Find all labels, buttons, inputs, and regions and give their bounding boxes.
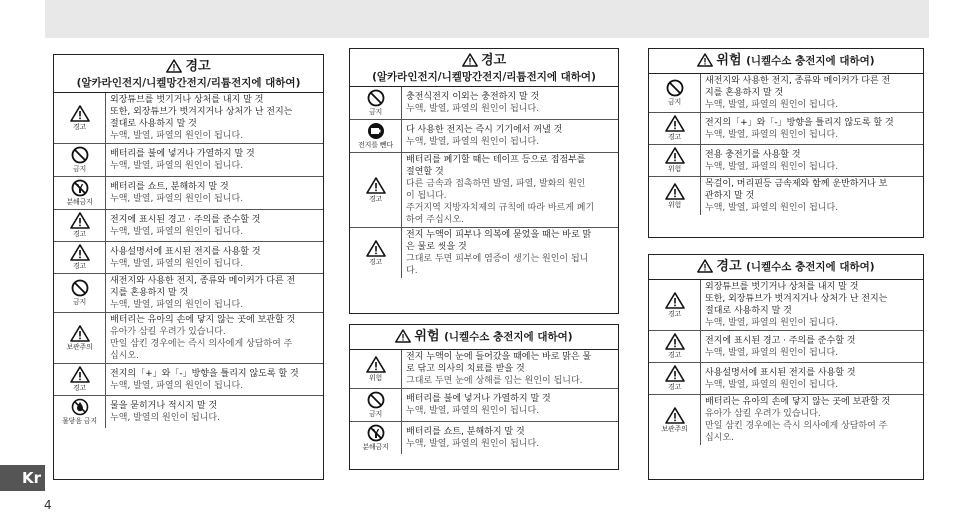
panel-rows	[54, 93, 323, 428]
instruction-line: 전지에 표시된 경고 · 주의를 준수할 것	[705, 335, 856, 346]
no-disassemble-icon	[71, 179, 89, 197]
instruction-line: 절대로 사용하지 말 것	[110, 119, 197, 129]
instruction-line: 절대로 사용하지 말 것	[705, 306, 792, 316]
row-text	[701, 363, 923, 394]
panel-subtitle: (니켈수소 충전지에 대하여)	[746, 261, 875, 273]
panel-nimh-warning	[648, 254, 924, 480]
icon-label: 물닿음 금지	[62, 417, 97, 425]
consequence-line: 누액, 발열, 파열의 원인이 됩니다.	[705, 129, 839, 140]
consequence-line: 하여 주십시오.	[406, 215, 464, 225]
row-text	[701, 113, 923, 144]
consequence-line: 누액, 발열, 파열의 원인이 됩니다.	[110, 194, 244, 204]
warning-row	[350, 350, 618, 389]
consequence-line: 십시오.	[110, 351, 139, 361]
instruction-line: 사용설명서에 표시된 전지를 사용할 것	[110, 246, 261, 257]
row-text	[701, 74, 923, 112]
instruction-line: 배터리를 쇼트, 분해하지 말 것	[110, 182, 229, 192]
instruction-line: 배터리는 유아의 손에 닿지 않는 곳에 보관할 것	[110, 315, 296, 325]
consequence-line: 누액, 발열의 원인이 됩니다.	[110, 413, 220, 423]
icon-cell	[649, 74, 701, 112]
consequence-line: 누액, 발열, 파열의 원인이 됩니다.	[110, 300, 244, 310]
panel-rows	[350, 350, 618, 454]
instruction-line: 전지의「+」와「-」방향을 틀리지 않도록 할 것	[705, 117, 894, 128]
warning-icon	[665, 333, 685, 350]
icon-cell	[54, 274, 106, 312]
prohibit-icon	[71, 279, 89, 297]
caution-storage-icon	[665, 407, 685, 424]
warning-row	[54, 396, 323, 428]
icon-label: 전지를 뺀다	[358, 141, 393, 149]
warning-row	[54, 177, 323, 210]
row-text	[106, 177, 323, 209]
panel-header	[54, 55, 323, 93]
icon-cell	[350, 422, 402, 454]
remove-battery-icon	[367, 122, 385, 140]
warning-icon	[395, 329, 414, 344]
row-text	[701, 331, 923, 362]
consequence-line: 누액, 발열, 파열의 원인이 됩니다.	[705, 318, 839, 328]
instruction-line: 다 사용한 전지는 즉시 기기에서 꺼낼 것	[406, 125, 563, 135]
icon-label: 금지	[72, 165, 87, 173]
warning-icon	[697, 53, 716, 68]
warning-row	[54, 93, 323, 144]
icon-cell	[54, 93, 106, 143]
icon-cell	[649, 331, 701, 362]
panel-title: 위험	[414, 329, 440, 344]
warning-icon	[366, 240, 386, 257]
warning-icon	[665, 115, 685, 132]
instruction-line: 전용 충전기를 사용할 것	[705, 149, 801, 160]
icon-label: 경고	[72, 262, 87, 270]
consequence-line: 유아가 삼킬 우려가 있습니다.	[705, 409, 821, 419]
warning-icon	[665, 365, 685, 382]
prohibit-icon	[71, 146, 89, 164]
warning-icon	[697, 259, 716, 274]
row-text	[402, 120, 618, 152]
panel-subtitle: (니켈수소 충전지에 대하여)	[746, 55, 875, 67]
panel-alkaline-warning-1	[53, 54, 324, 480]
panel-subtitle: (니켈수소 충전지에 대하여)	[444, 331, 573, 343]
warning-row	[54, 242, 323, 274]
icon-label: 분해금지	[66, 198, 93, 206]
warning-row	[350, 153, 618, 228]
warning-row	[350, 87, 618, 120]
icon-cell	[54, 210, 106, 241]
consequence-line: 만일 삼킨 경우에는 즉시 의사에게 상담하여 주	[110, 339, 293, 349]
instruction-line: 전지에 표시된 경고 · 주의를 준수할 것	[110, 214, 261, 225]
icon-cell	[350, 153, 402, 227]
panel-title: 경고	[716, 259, 742, 274]
prohibit-icon	[666, 79, 684, 97]
warning-icon	[70, 366, 90, 383]
panel-nimh-danger-1	[349, 324, 619, 470]
panel-rows	[350, 87, 618, 278]
row-text	[106, 274, 323, 312]
prohibit-icon	[367, 391, 385, 409]
consequence-line: 누액, 발열, 파열의 원인이 됩니다.	[406, 137, 540, 147]
instruction-line: 배터리는 유아의 손에 닿지 않는 곳에 보관할 것	[705, 397, 891, 407]
warning-row	[649, 363, 923, 395]
warning-row	[54, 364, 323, 396]
icon-label: 경고	[72, 384, 87, 392]
icon-cell	[54, 144, 106, 176]
row-text	[106, 210, 323, 241]
instruction-line: 절연할 것	[406, 167, 444, 177]
row-text	[701, 145, 923, 176]
panel-title: 경고	[480, 53, 507, 68]
consequence-line: 누액, 발열, 파열의 원인이 됩니다.	[110, 161, 244, 171]
instruction-line: 관하지 말 것	[705, 191, 755, 201]
icon-cell	[649, 363, 701, 394]
warning-icon	[462, 53, 481, 68]
icon-label: 분해금지	[362, 443, 389, 451]
icon-label: 경고	[667, 351, 682, 359]
warning-row	[649, 74, 923, 113]
consequence-line: 다른 금속과 접촉하면 발열, 파열, 발화의 원인	[406, 179, 586, 189]
consequence-line: 누액, 발열, 파열의 원인이 됩니다.	[705, 347, 839, 358]
warning-row	[350, 422, 618, 454]
panel-header	[649, 49, 923, 74]
row-text	[402, 153, 618, 227]
instruction-line: 충전식전지 이외는 충전하지 말 것	[406, 92, 540, 102]
panel-nimh-danger-2	[648, 48, 924, 238]
icon-cell	[54, 242, 106, 273]
warning-row	[649, 331, 923, 363]
no-disassemble-icon	[367, 424, 385, 442]
consequence-line: 그대로 두면 피부에 염증이 생기는 원인이 됩니	[406, 254, 589, 264]
instruction-line: 배터리를 쇼트, 분해하지 말 것	[406, 427, 525, 437]
consequence-line: 누액, 발열, 파열의 원인이 됩니다.	[110, 258, 244, 269]
instruction-line: 전지 누액이 눈에 들어갔을 때에는 바로 맑은 물	[406, 352, 592, 362]
instruction-line: 물을 묻히거나 적시지 말 것	[110, 401, 218, 411]
icon-cell	[649, 145, 701, 176]
consequence-line: 누액, 발열, 파열의 원인이 됩니다.	[110, 131, 244, 141]
no-wet-icon	[71, 398, 89, 416]
row-text	[106, 242, 323, 273]
consequence-line: 누액, 발열, 파열의 원인이 됩니다.	[705, 203, 839, 213]
instruction-line: 목걸이, 머리핀등 금속제와 함께 운반하거나 보	[705, 179, 888, 189]
row-text	[402, 228, 618, 278]
icon-cell	[649, 280, 701, 330]
icon-cell	[54, 364, 106, 395]
consequence-line: 주거지역 지방자치제의 규칙에 따라 바르게 폐기	[406, 203, 595, 213]
icon-label: 금지	[72, 298, 87, 306]
language-tab: Kr	[0, 465, 45, 491]
panel-rows	[649, 74, 923, 215]
row-text	[402, 389, 618, 421]
icon-cell	[54, 313, 106, 363]
icon-label: 위험	[368, 373, 383, 382]
panel-header	[649, 255, 923, 280]
panel-title: 위험	[716, 53, 742, 68]
warning-icon	[70, 212, 90, 229]
warning-row	[649, 145, 923, 177]
icon-cell	[649, 177, 701, 215]
instruction-line: 또한, 외장튜브가 벗겨지거나 상처가 난 전지는	[110, 107, 293, 117]
consequence-line: 누액, 발열, 파열의 원인이 됩니다.	[705, 100, 839, 110]
row-text	[402, 422, 618, 454]
top-banner	[45, 0, 929, 38]
consequence-line: 다.	[406, 266, 418, 276]
instruction-line: 배터리를 불에 넣거나 가열하지 말 것	[406, 394, 551, 404]
consequence-line: 누액, 발열, 파열의 원인이 됩니다.	[705, 379, 839, 390]
warning-row	[649, 280, 923, 331]
instruction-line: 또한, 외장튜브가 벗겨지거나 상처가 난 전지는	[705, 294, 888, 304]
icon-label: 금지	[667, 98, 682, 106]
consequence-line: 누액, 발열, 파열의 원인이 됩니다.	[406, 406, 540, 416]
icon-cell	[649, 113, 701, 144]
instruction-line: 배터리를 불에 넣거나 가열하지 말 것	[110, 149, 255, 159]
panel-subtitle: (알카라인전지/니켈망간전지/리튬전지에 대하여)	[372, 71, 596, 83]
panel-header	[350, 325, 618, 350]
icon-cell	[350, 120, 402, 152]
warning-icon	[166, 59, 185, 74]
row-text	[402, 87, 618, 119]
instruction-line: 지를 혼용하지 말 것	[705, 88, 784, 98]
instruction-line: 새전지와 사용한 전지, 종류와 메이커가 다른 전	[110, 276, 296, 286]
warning-row	[54, 210, 323, 242]
warning-row	[350, 228, 618, 278]
consequence-line: 유아가 삼킬 우려가 있습니다.	[110, 327, 226, 337]
consequence-line: 이 됩니다.	[406, 191, 447, 201]
icon-label: 경고	[667, 133, 682, 141]
panel-subtitle: (알카라인전지/니켈망간전지/리튬전지에 대하여)	[76, 77, 301, 89]
icon-cell	[54, 396, 106, 428]
warning-icon	[70, 105, 90, 122]
warning-icon	[366, 356, 386, 373]
consequence-line: 누액, 발열, 파열의 원인이 됩니다.	[110, 380, 244, 391]
instruction-line: 은 물로 씻을 것	[406, 242, 467, 252]
icon-label: 위험	[667, 165, 682, 173]
warning-icon	[665, 147, 685, 164]
icon-label: 금지	[368, 410, 383, 418]
row-text	[701, 395, 923, 445]
icon-label: 보관주의	[661, 424, 688, 433]
row-text	[106, 144, 323, 176]
consequence-line: 그대로 두면 눈에 상해를 입는 원인이 됩니다.	[406, 376, 583, 386]
warning-icon	[665, 183, 685, 200]
icon-label: 위험	[667, 200, 682, 209]
warning-row	[649, 177, 923, 215]
instruction-line: 전지 누액이 피부나 의복에 묻었을 때는 바로 맑	[406, 230, 592, 240]
panel-alkaline-warning-2	[349, 48, 619, 314]
row-text	[106, 364, 323, 395]
instruction-line: 외장튜브를 벗기거나 상처를 내지 말 것	[705, 282, 859, 292]
prohibit-icon	[367, 89, 385, 107]
warning-row	[350, 120, 618, 153]
icon-label: 경고	[667, 309, 682, 318]
caution-storage-icon	[70, 325, 90, 342]
warning-row	[649, 113, 923, 145]
row-text	[106, 313, 323, 363]
instruction-line: 사용설명서에 표시된 전지를 사용할 것	[705, 367, 856, 378]
consequence-line: 누액, 발열, 파열의 원인이 됩니다.	[406, 439, 540, 449]
consequence-line: 만일 삼킨 경우에는 즉시 의사에게 상담하여 주	[705, 421, 888, 431]
icon-cell	[350, 228, 402, 278]
icon-label: 금지	[368, 108, 383, 116]
icon-label: 경고	[72, 122, 87, 131]
row-text	[701, 177, 923, 215]
icon-cell	[350, 87, 402, 119]
warning-row	[350, 389, 618, 422]
consequence-line: 누액, 발열, 파열의 원인이 됩니다.	[705, 161, 839, 172]
instruction-line: 외장튜브를 벗기거나 상처를 내지 말 것	[110, 95, 264, 105]
icon-label: 경고	[72, 230, 87, 238]
consequence-line: 누액, 발열, 파열의 원인이 됩니다.	[110, 226, 244, 237]
icon-label: 경고	[368, 194, 383, 203]
instruction-line: 새전지와 사용한 전지, 종류와 메이커가 다른 전	[705, 76, 891, 86]
consequence-line: 십시오.	[705, 433, 734, 443]
warning-icon	[665, 292, 685, 309]
icon-cell	[350, 389, 402, 421]
instruction-line: 전지의「+」와「-」방향을 틀리지 않도록 할 것	[110, 368, 299, 379]
warning-row	[54, 313, 323, 364]
row-text	[106, 396, 323, 428]
instruction-line: 지를 혼용하지 말 것	[110, 288, 189, 298]
icon-cell	[350, 350, 402, 388]
consequence-line: 누액, 발열, 파열의 원인이 됩니다.	[406, 104, 540, 114]
icon-label: 경고	[368, 257, 383, 266]
row-text	[106, 93, 323, 143]
panel-header	[350, 49, 618, 87]
warning-icon	[70, 244, 90, 261]
panel-title: 경고	[185, 59, 211, 74]
icon-label: 경고	[667, 383, 682, 391]
warning-row	[54, 274, 323, 313]
instruction-line: 로 닦고 의사의 치료를 받을 것	[406, 364, 525, 374]
panel-rows	[649, 280, 923, 445]
warning-row	[649, 395, 923, 445]
warning-icon	[366, 177, 386, 194]
row-text	[701, 280, 923, 330]
warning-row	[54, 144, 323, 177]
icon-label: 보관주의	[66, 342, 93, 351]
instruction-line: 배터리를 폐기할 때는 테이프 등으로 접점부를	[406, 155, 586, 165]
icon-cell	[649, 395, 701, 445]
row-text	[402, 350, 618, 388]
icon-cell	[54, 177, 106, 209]
page-number: 4	[44, 498, 52, 512]
